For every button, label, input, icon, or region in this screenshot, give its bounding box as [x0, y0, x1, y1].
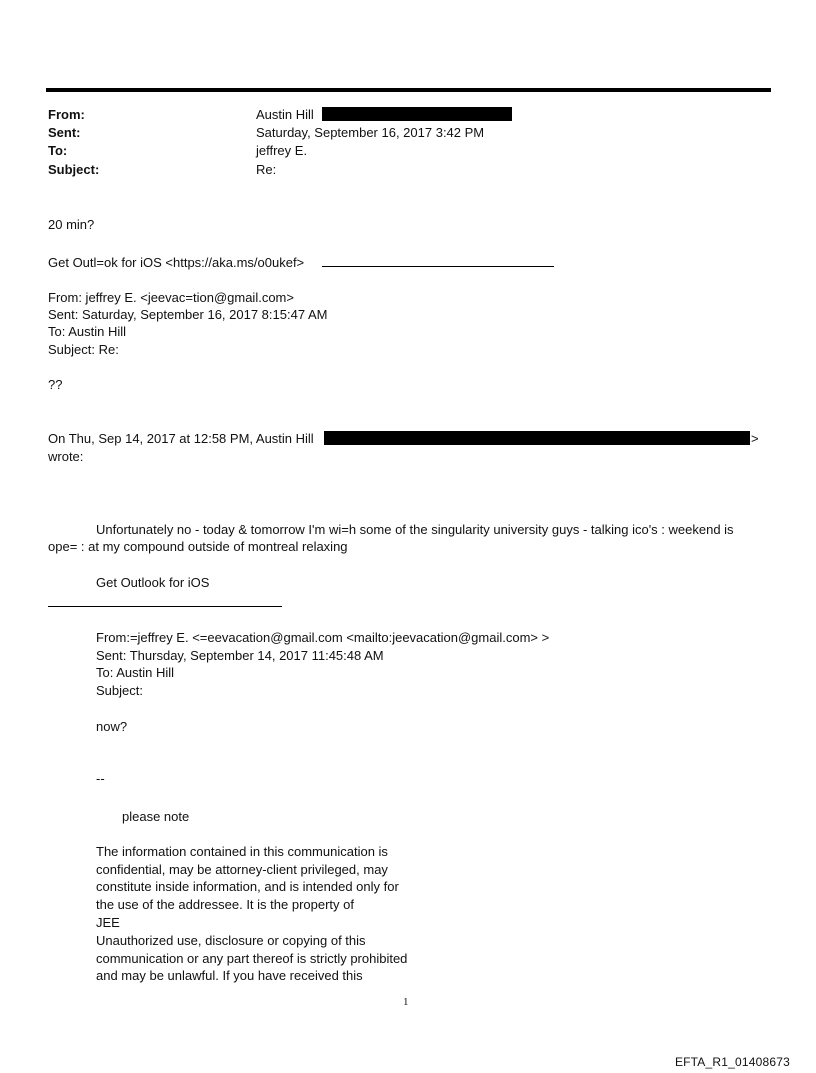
- from-value: Austin Hill: [256, 107, 314, 122]
- separator-line: [48, 606, 282, 607]
- disclaimer-line: The information contained in this communication is: [96, 844, 388, 859]
- disclaimer-line: and may be unlawful. If you have received this: [96, 968, 363, 983]
- from-label: From:: [48, 107, 85, 122]
- reply-paragraph-cont: ope= : at my compound outside of montreal relaxing: [48, 539, 348, 554]
- quoted2-from: From:=jeffrey E. <=eevacation@gmail.com <mailto:jeevacation@gmail.com> >: [96, 630, 550, 645]
- quoted2-sent: Sent: Thursday, September 14, 2017 11:45:48 AM: [96, 648, 384, 663]
- quoted-subject: Subject: Re:: [48, 342, 119, 357]
- separator-line: [322, 266, 554, 267]
- subject-label: Subject:: [48, 162, 100, 177]
- sent-value: Saturday, September 16, 2017 3:42 PM: [256, 125, 485, 140]
- disclaimer-line: communication or any part thereof is strictly prohibited: [96, 951, 408, 966]
- quoted-to: To: Austin Hill: [48, 324, 127, 339]
- signature-dash: --: [96, 771, 105, 786]
- quoted-sent: Sent: Saturday, September 16, 2017 8:15:47 AM: [48, 307, 328, 322]
- outlook-link-line: Get Outl=ok for iOS <https://aka.ms/o0ukef>: [48, 255, 305, 270]
- page-number: 1: [403, 996, 409, 1008]
- quoted2-message: now?: [96, 719, 128, 734]
- please-note: please note: [122, 809, 190, 824]
- body-line: 20 min?: [48, 217, 95, 232]
- wrote-label: wrote:: [48, 449, 84, 464]
- document-id: EFTA_R1_01408673: [674, 1055, 790, 1069]
- sent-label: Sent:: [48, 125, 81, 140]
- quoted2-subject: Subject:: [96, 683, 143, 698]
- on-wrote-line-end: >: [751, 431, 759, 446]
- reply-paragraph: Unfortunately no - today & tomorrow I'm wi=h some of the singularity university guys - talking ico's : weekend is: [96, 522, 734, 537]
- disclaimer-line: JEE: [96, 915, 120, 930]
- quoted-message: ??: [48, 377, 63, 392]
- disclaimer-line: confidential, may be attorney-client privileged, may: [96, 862, 388, 877]
- quoted2-to: To: Austin Hill: [96, 665, 175, 680]
- disclaimer-line: the use of the addressee. It is the property of: [96, 897, 354, 912]
- top-rule: [46, 88, 771, 92]
- disclaimer-line: Unauthorized use, disclosure or copying of this: [96, 933, 366, 948]
- get-outlook-text: Get Outlook for iOS: [96, 575, 210, 590]
- to-label: To:: [48, 143, 68, 158]
- subject-value: Re:: [256, 162, 277, 177]
- redaction-bar: [324, 431, 750, 445]
- redaction-bar: [322, 107, 512, 121]
- to-value: jeffrey E.: [256, 143, 308, 158]
- on-wrote-line: On Thu, Sep 14, 2017 at 12:58 PM, Austin Hill: [48, 431, 314, 446]
- disclaimer-line: constitute inside information, and is intended only for: [96, 879, 399, 894]
- quoted-from: From: jeffrey E. <jeevac=tion@gmail.com>: [48, 290, 294, 305]
